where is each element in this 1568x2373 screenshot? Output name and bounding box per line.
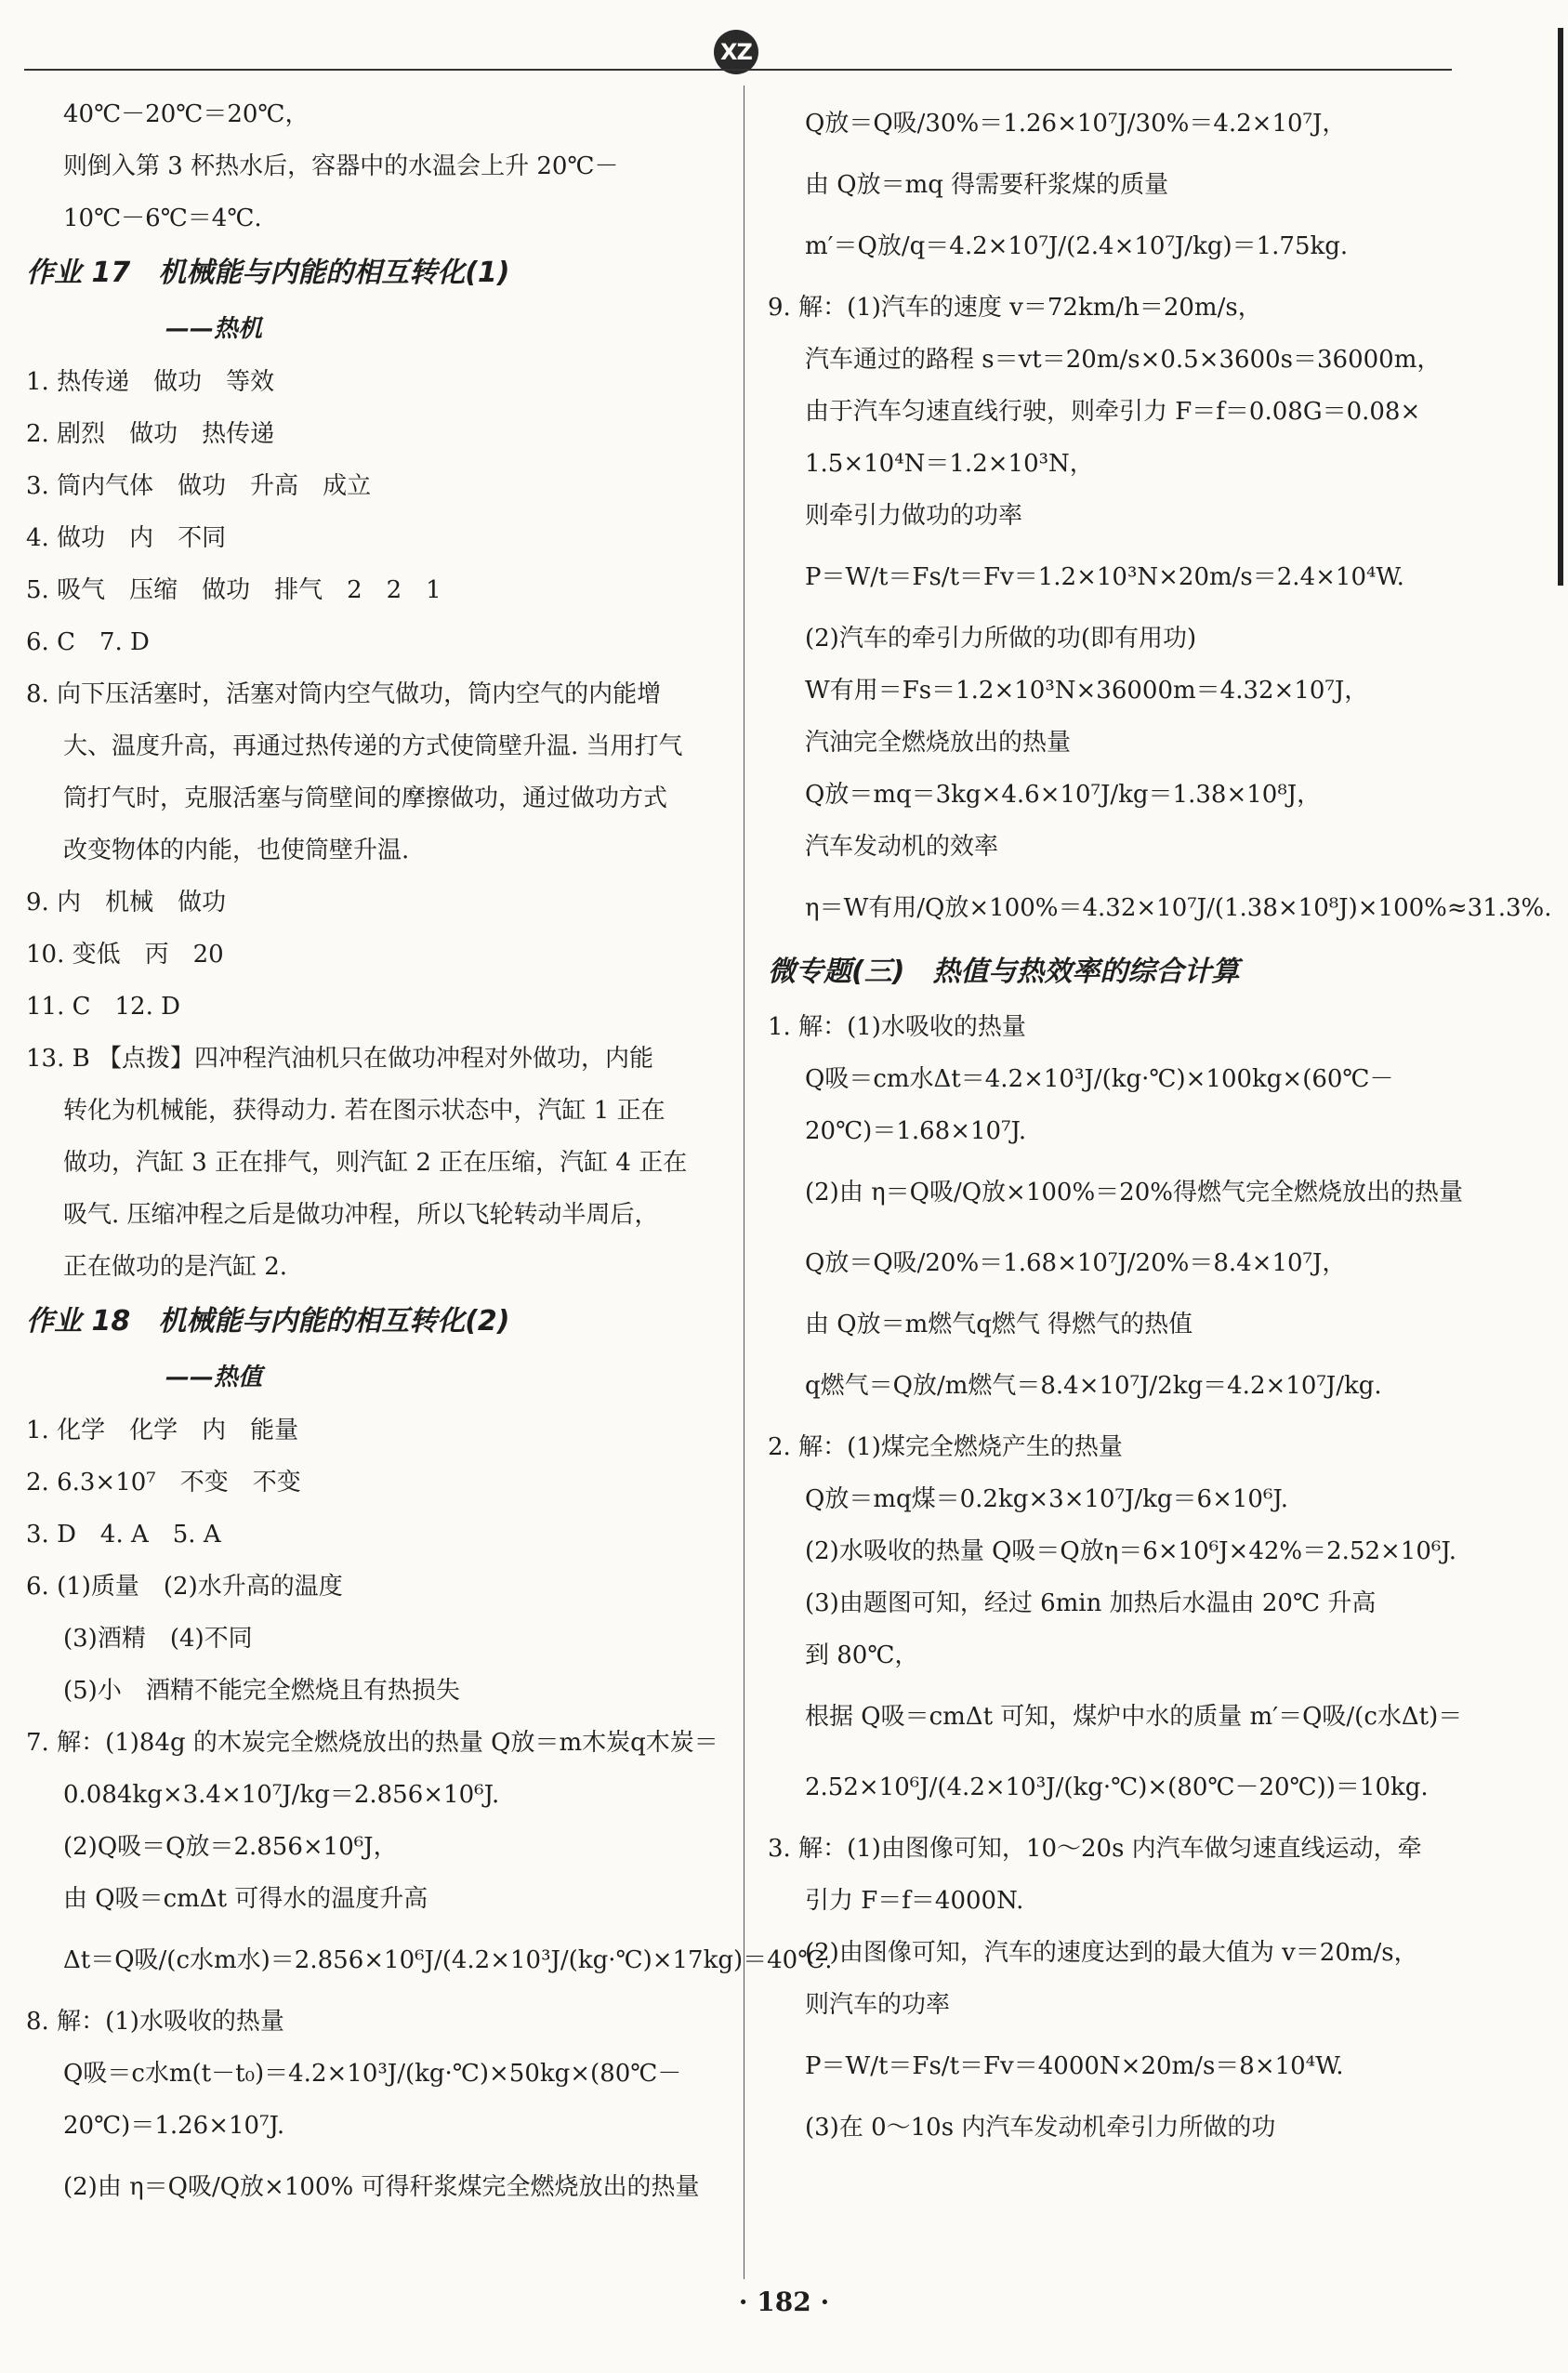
text-line: 3. 筒内气体 做功 升高 成立 <box>26 472 372 500</box>
text-line: 7. 解：(1)84g 的木炭完全燃烧放出的热量 Q放＝m木炭q木炭＝ <box>26 1729 718 1757</box>
text-line: 由于汽车匀速直线行驶，则牵引力 F＝f＝0.08G＝0.08× <box>805 398 1421 426</box>
formula-line: P＝W/t＝Fs/t＝Fv＝4000N×20m/s＝8×10⁴W. <box>805 2052 1344 2080</box>
text-line: Q吸＝c水m(t－t₀)＝4.2×10³J/(kg·℃)×50kg×(80℃－ <box>63 2060 682 2088</box>
text-line: 吸气. 压缩冲程之后是做功冲程，所以飞轮转动半周后， <box>63 1201 659 1229</box>
formula-line: 根据 Q吸＝cmΔt 可知，煤炉中水的质量 m′＝Q吸/(c水Δt)＝ <box>805 1703 1463 1731</box>
formula-line: Q放＝Q吸/20%＝1.68×10⁷J/20%＝8.4×10⁷J， <box>805 1249 1347 1277</box>
right-column <box>768 88 1552 2154</box>
formula-line: P＝W/t＝Fs/t＝Fv＝1.2×10³N×20m/s＝2.4×10⁴W. <box>805 563 1404 591</box>
text-line: 9. 内 机械 做功 <box>26 889 227 916</box>
text-line: 13. B 【点拨】四冲程汽油机只在做功冲程对外做功，内能 <box>26 1045 653 1073</box>
text-line: (3)酒精 (4)不同 <box>63 1625 253 1653</box>
text-line: 到 80℃， <box>805 1641 919 1669</box>
formula-line: (2)由 η＝Q吸/Q放×100%＝20%得燃气完全燃烧放出的热量 <box>805 1179 1463 1206</box>
text-line: 正在做功的是汽缸 2. <box>63 1253 288 1281</box>
text-line: 转化为机械能，获得动力. 若在图示状态中，汽缸 1 正在 <box>63 1097 665 1125</box>
text-line: 3. D 4. A 5. A <box>26 1521 221 1549</box>
text-line: 由 Q放＝mq 得需要秆浆煤的质量 <box>805 171 1169 199</box>
section-heading: 作业 18 机械能与内能的相互转化(2) <box>26 1305 510 1338</box>
text-line: 0.084kg×3.4×10⁷J/kg＝2.856×10⁶J. <box>63 1781 500 1809</box>
formula-line: q燃气＝Q放/m燃气＝8.4×10⁷J/2kg＝4.2×10⁷J/kg. <box>805 1372 1382 1400</box>
text-line: 10℃－6℃＝4℃. <box>63 204 262 232</box>
text-line: (2)水吸收的热量 Q吸＝Q放η＝6×10⁶J×42%＝2.52×10⁶J. <box>805 1537 1456 1565</box>
left-column <box>26 88 833 2222</box>
page-number: · 182 · <box>738 2287 830 2317</box>
text-line: 则汽车的功率 <box>805 1991 951 2019</box>
text-line: 做功，汽缸 3 正在排气，则汽缸 2 正在压缩，汽缸 4 正在 <box>63 1149 688 1177</box>
text-line: 2. 解：(1)煤完全燃烧产生的热量 <box>768 1433 1123 1461</box>
section-subheading: ——热值 <box>165 1364 263 1391</box>
text-line: 1. 解：(1)水吸收的热量 <box>768 1013 1026 1041</box>
text-line: 由 Q放＝m燃气q燃气 得燃气的热值 <box>805 1311 1193 1338</box>
text-line: 引力 F＝f＝4000N. <box>805 1887 1024 1915</box>
text-line: (5)小 酒精不能完全燃烧且有热损失 <box>63 1677 460 1705</box>
text-line: 1. 热传递 做功 等效 <box>26 368 275 396</box>
formula-line: Δt＝Q吸/(c水m水)＝2.856×10⁶J/(4.2×10³J/(kg·℃)×17kg)＝40℃. <box>63 1946 833 1974</box>
text-line: 9. 解：(1)汽车的速度 v＝72km/h＝20m/s， <box>768 294 1262 322</box>
text-line: (2)Q吸＝Q放＝2.856×10⁶J， <box>63 1833 398 1861</box>
text-line: 改变物体的内能，也使筒壁升温. <box>63 837 410 864</box>
formula-line: m′＝Q放/q＝4.2×10⁷J/(2.4×10⁷J/kg)＝1.75kg. <box>805 232 1349 260</box>
text-line: 3. 解：(1)由图像可知，10～20s 内汽车做匀速直线运动，牵 <box>768 1835 1422 1863</box>
text-line: 2. 剧烈 做功 热传递 <box>26 420 275 448</box>
text-line: (3)在 0～10s 内汽车发动机牵引力所做的功 <box>805 2114 1276 2142</box>
text-line: 20℃)＝1.68×10⁷J. <box>805 1117 1027 1145</box>
formula-line: 2.52×10⁶J/(4.2×10³J/(kg·℃)×(80℃－20℃))＝10kg. <box>805 1773 1429 1801</box>
text-line: (2)由图像可知，汽车的速度达到的最大值为 v＝20m/s， <box>805 1939 1418 1967</box>
text-line: Q放＝mq煤＝0.2kg×3×10⁷J/kg＝6×10⁶J. <box>805 1485 1289 1513</box>
text-line: 8. 解：(1)水吸收的热量 <box>26 2008 284 2036</box>
text-line: 6. (1)质量 (2)水升高的温度 <box>26 1573 343 1601</box>
section-heading: 微专题(三) 热值与热效率的综合计算 <box>768 956 1240 988</box>
text-line: 大、温度升高，再通过热传递的方式使筒壁升温. 当用打气 <box>63 732 683 760</box>
formula-line: η＝W有用/Q放×100%＝4.32×10⁷J/(1.38×10⁸J)×100%≈31.3%. <box>805 894 1552 922</box>
section-subheading: ——热机 <box>165 315 263 343</box>
text-line: 1.5×10⁴N＝1.2×10³N， <box>805 450 1094 478</box>
formula-line: Q放＝Q吸/30%＝1.26×10⁷J/30%＝4.2×10⁷J， <box>805 110 1347 138</box>
text-line: 5. 吸气 压缩 做功 排气 2 2 1 <box>26 576 441 604</box>
text-line: 1. 化学 化学 内 能量 <box>26 1417 299 1444</box>
text-line: 则牵引力做功的功率 <box>805 502 1023 530</box>
text-line: 由 Q吸＝cmΔt 可得水的温度升高 <box>63 1885 428 1913</box>
formula-line: (2)由 η＝Q吸/Q放×100% 可得秆浆煤完全燃烧放出的热量 <box>63 2173 700 2201</box>
text-line: 8. 向下压活塞时，活塞对筒内空气做功，筒内空气的内能增 <box>26 680 662 708</box>
text-line: 4. 做功 内 不同 <box>26 524 227 552</box>
text-line: W有用＝Fs＝1.2×10³N×36000m＝4.32×10⁷J， <box>805 677 1369 705</box>
text-line: 汽车发动机的效率 <box>805 833 999 861</box>
text-line: (2)汽车的牵引力所做的功(即有用功) <box>805 625 1197 653</box>
publisher-logo: XZ <box>714 30 758 74</box>
text-line: 则倒入第 3 杯热水后，容器中的水温会上升 20℃－ <box>63 152 619 180</box>
text-line: Q吸＝cm水Δt＝4.2×10³J/(kg·℃)×100kg×(60℃－ <box>805 1065 1394 1093</box>
text-line: 40℃－20℃＝20℃， <box>63 100 310 128</box>
header-rule <box>24 69 1452 71</box>
text-line: 11. C 12. D <box>26 993 180 1021</box>
text-line: 2. 6.3×10⁷ 不变 不变 <box>26 1469 301 1496</box>
text-line: 10. 变低 丙 20 <box>26 941 224 969</box>
page-edge-bar <box>1558 28 1563 586</box>
text-line: 20℃)＝1.26×10⁷J. <box>63 2112 285 2140</box>
text-line: Q放＝mq＝3kg×4.6×10⁷J/kg＝1.38×10⁸J， <box>805 781 1322 809</box>
text-line: 筒打气时，克服活塞与筒壁间的摩擦做功，通过做功方式 <box>63 784 668 812</box>
text-line: 6. C 7. D <box>26 628 150 656</box>
section-heading: 作业 17 机械能与内能的相互转化(1) <box>26 257 510 289</box>
text-line: 汽车通过的路程 s＝vt＝20m/s×0.5×3600s＝36000m， <box>805 346 1442 374</box>
text-line: 汽油完全燃烧放出的热量 <box>805 729 1072 757</box>
text-line: (3)由题图可知，经过 6min 加热后水温由 20℃ 升高 <box>805 1589 1377 1617</box>
